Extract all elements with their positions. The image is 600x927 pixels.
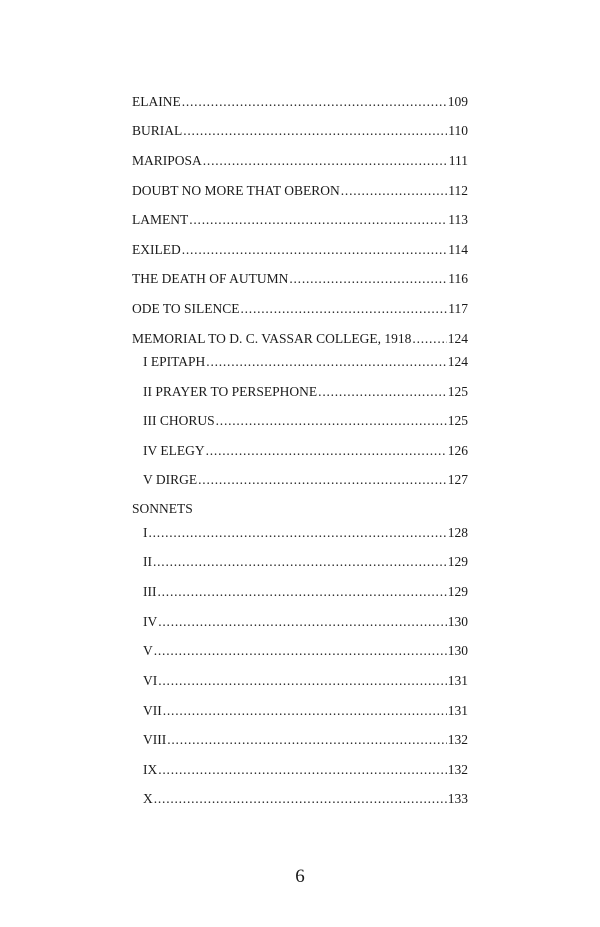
entry-page: 125 (447, 413, 468, 428)
dot-leader (318, 383, 447, 401)
toc-entry (132, 211, 468, 229)
dot-leader (158, 583, 447, 601)
dot-leader (341, 182, 447, 200)
entry-title: IV (143, 614, 158, 629)
entry-title: V (143, 643, 153, 658)
entry-page: 129 (447, 554, 468, 569)
entry-page: 132 (447, 762, 468, 777)
entry-page: 109 (447, 94, 468, 109)
dot-leader (167, 731, 447, 749)
toc-subentry (143, 383, 468, 401)
entry-page: 126 (447, 443, 468, 458)
entry-title: I (143, 525, 148, 540)
entry-title: ODE TO SILENCE (132, 301, 240, 316)
entry-page: 129 (447, 584, 468, 599)
toc-subentry (143, 442, 468, 460)
entry-page: 125 (447, 384, 468, 399)
entry-page: 130 (447, 643, 468, 658)
entry-page: 114 (448, 242, 468, 257)
entry-title: EXILED (132, 242, 181, 257)
entry-title: ELAINE (132, 94, 181, 109)
entry-title: VI (143, 673, 158, 688)
entry-page: 117 (448, 301, 468, 316)
dot-leader (241, 300, 448, 318)
dot-leader (153, 553, 447, 571)
toc-subentry (143, 672, 468, 690)
toc-subentry (143, 761, 468, 779)
page-number: 6 (295, 866, 305, 887)
entry-title: IV ELEGY (143, 443, 205, 458)
toc-subentry (143, 412, 468, 430)
dot-leader (182, 241, 448, 259)
entry-page: 131 (447, 673, 468, 688)
dot-leader (203, 152, 448, 170)
entry-title: III (143, 584, 157, 599)
entry-page: 112 (448, 183, 468, 198)
dot-leader (183, 122, 447, 140)
dot-leader (412, 330, 446, 348)
entry-page: 113 (448, 212, 468, 227)
dot-leader (158, 761, 447, 779)
dot-leader (154, 642, 447, 660)
entry-page: 124 (447, 331, 468, 346)
entry-page: 133 (447, 791, 468, 806)
toc-subentry (143, 353, 468, 371)
entry-title: III CHORUS (143, 413, 215, 428)
toc-subentry (143, 702, 468, 720)
entry-title: DOUBT NO MORE THAT OBERON (132, 183, 340, 198)
toc-entry (132, 330, 468, 348)
toc-entry (132, 270, 468, 288)
dot-leader (198, 471, 447, 489)
entry-page: 132 (447, 732, 468, 747)
toc-subentry (143, 790, 468, 808)
dot-leader (158, 672, 447, 690)
toc-subentry (143, 524, 468, 542)
toc-subentry (143, 553, 468, 571)
entry-title: IX (143, 762, 158, 777)
dot-leader (206, 442, 447, 460)
entry-title: VIII (143, 732, 167, 747)
dot-leader (158, 613, 447, 631)
entry-title: MARIPOSA (132, 153, 202, 168)
entry-title: II (143, 554, 152, 569)
entry-page: 128 (447, 525, 468, 540)
dot-leader (216, 412, 447, 430)
toc-subentry (143, 583, 468, 601)
dot-leader (189, 211, 447, 229)
entry-title: LAMENT (132, 212, 189, 227)
toc-subentry (143, 731, 468, 749)
toc-entry (132, 300, 468, 318)
entry-page: 130 (447, 614, 468, 629)
toc-entry (132, 182, 468, 200)
entry-title: X (143, 791, 153, 806)
entry-page: 127 (447, 472, 468, 487)
entry-title: II PRAYER TO PERSEPHONE (143, 384, 318, 399)
dot-leader (206, 353, 446, 371)
toc-entry (132, 122, 468, 140)
entry-title: V DIRGE (143, 472, 198, 487)
dot-leader (289, 270, 447, 288)
entry-title: THE DEATH OF AUTUMN (132, 271, 289, 286)
toc-subentry (143, 471, 468, 489)
dot-leader (154, 790, 447, 808)
entry-page: 116 (448, 271, 468, 286)
sonnets-heading: SONNETS (132, 501, 193, 516)
entry-page: 110 (448, 123, 468, 138)
toc-entry (132, 241, 468, 259)
entry-title: I EPITAPH (143, 354, 206, 369)
entry-title: VII (143, 703, 162, 718)
toc-subentry (143, 613, 468, 631)
dot-leader (182, 93, 447, 111)
entry-page: 124 (447, 354, 468, 369)
toc-entry (132, 93, 468, 111)
entry-title: BURIAL (132, 123, 183, 138)
entry-title: MEMORIAL TO D. C. VASSAR COLLEGE, 1918 (132, 331, 412, 346)
entry-page: 131 (447, 703, 468, 718)
toc-subentry (143, 642, 468, 660)
toc-entry (132, 152, 468, 170)
entry-page: 111 (448, 153, 468, 168)
dot-leader (149, 524, 447, 542)
dot-leader (163, 702, 447, 720)
